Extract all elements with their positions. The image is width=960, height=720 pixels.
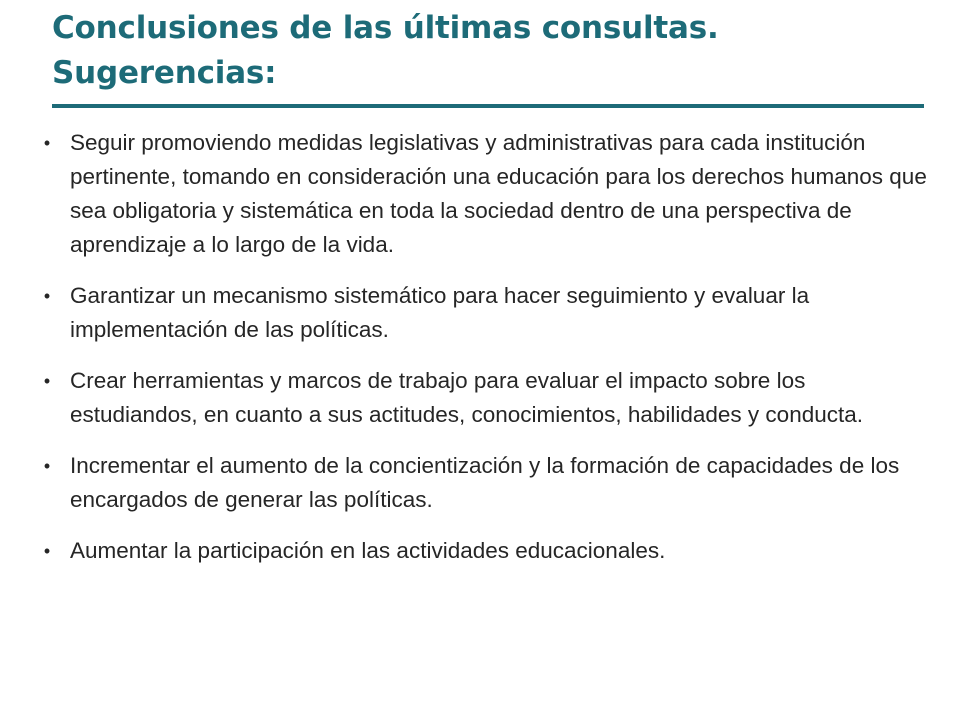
title-underline xyxy=(52,104,924,108)
bullet-item xyxy=(40,279,930,347)
bullet-text: Seguir promoviendo medidas legislativas y administrativas para cada institución pertinente, tomando en consideración una educación para los derechos humanos que sea obligatoria y sistemática en toda la sociedad dentro de una perspectiva de aprendizaje a lo largo de la vida. xyxy=(70,130,927,257)
bullet-item xyxy=(40,449,930,517)
bullet-text: Aumentar la participación en las actividades educacionales. xyxy=(70,538,666,563)
bullet-dot-icon: • xyxy=(43,133,51,153)
slide-title-line-2: Sugerencias: xyxy=(52,55,277,91)
bullet-dot-icon: • xyxy=(43,286,51,306)
bullet-text: Incrementar el aumento de la concientización y la formación de capacidades de los encargados de generar las políticas. xyxy=(70,453,900,512)
bullet-dot-icon: • xyxy=(43,541,51,561)
bullet-dot-icon: • xyxy=(43,371,51,391)
bullet-item xyxy=(40,364,930,432)
bullet-item xyxy=(40,126,930,262)
bullet-text: Crear herramientas y marcos de trabajo para evaluar el impacto sobre los estudiandos, en cuanto a sus actitudes, conocimientos, habilidades y conducta. xyxy=(70,368,864,427)
bullet-text: Garantizar un mecanismo sistemático para hacer seguimiento y evaluar la implementación de las políticas. xyxy=(70,283,810,342)
bullet-dot-icon: • xyxy=(43,456,51,476)
slide-title-line-1: Conclusiones de las últimas consultas. xyxy=(52,10,719,46)
slide-title xyxy=(52,6,932,96)
bullet-item xyxy=(40,534,930,568)
bullet-list xyxy=(40,126,930,585)
